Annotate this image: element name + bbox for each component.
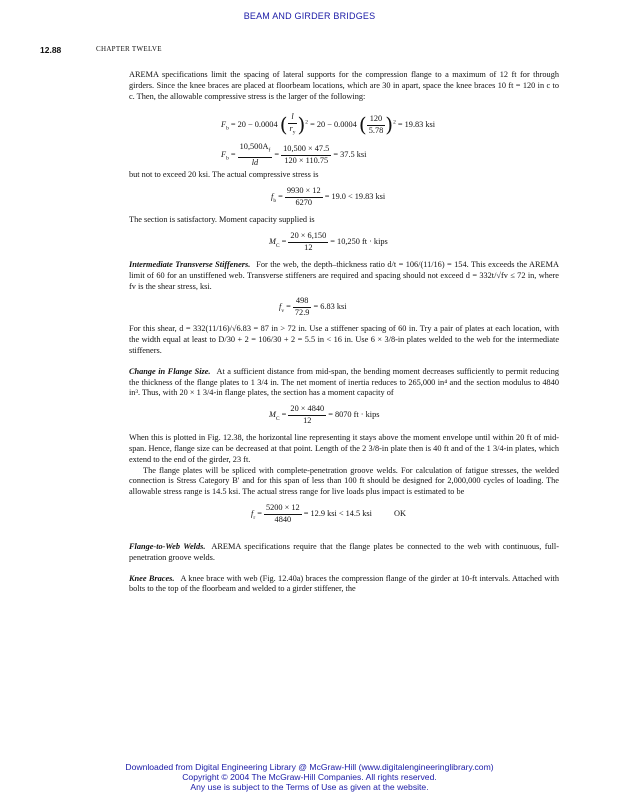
eq-fr-num: 5200 × 12 — [264, 503, 302, 515]
eq-fb1-num2: 120 — [367, 114, 386, 126]
paragraph-transverse-stiffeners: For the web, the depth–thickness ratio d/t = 106/(11/16) = 154. This exceeds the AREMA limit of 60 for an unstiffened web. Transverse stiffeners are required and spacing should not exceed d = 332t/√fv ≤ 72 in, where fv is the shear stress, ksi. — [129, 259, 559, 291]
eq-fb1-den2: 5.78 — [368, 126, 384, 136]
eq-fv-den: 72.9 — [294, 308, 310, 318]
eq-fr-den: 4840 — [274, 514, 292, 524]
eq-fb1-den1: r — [289, 124, 293, 134]
page-number: 12.88 — [40, 45, 62, 55]
footer-copyright: Copyright © 2004 The McGraw-Hill Companies. All rights reserved. — [182, 771, 437, 782]
paragraph-not-exceed: but not to exceed 20 ksi. The actual compressive stress is — [129, 170, 319, 180]
eq-fbact-den: 6270 — [295, 197, 313, 207]
paragraph-flange-size: At a sufficient distance from mid-span, the bending moment decreases sufficiently to permit reducing the thickness of the flange plates to 1 3/4 in. The net moment of inertia reduces to 265,000 in⁴ and the section modulus to 4840 in³. Thus, with 20 × 1 3/4-in flange plates, the section has a moment capacity of — [129, 366, 559, 398]
chapter-label: CHAPTER TWELVE — [96, 45, 162, 53]
eq-fv-num: 498 — [293, 296, 312, 308]
eq-fb2-num1-sub: f — [268, 148, 271, 155]
paragraph-splices: The flange plates will be spliced with complete-penetration groove welds. For calculation of fatigue stresses, the welded connection is Stress Category B′ and for this span of less than 100 ft should be designed for 2,000,000 cycles of loading. The allowable stress range is 14.5 ksi. The actual stress range for live loads plus impact is estimated to be — [129, 465, 559, 497]
eq-fb1-lhs-sub: b — [226, 126, 229, 133]
eq-fv-result: = 6.83 ksi — [313, 302, 347, 312]
heading-knee-braces: Knee Braces. — [129, 573, 175, 583]
eq-fb1-num1: l — [288, 112, 298, 124]
eq-fb1-lhs: F — [221, 120, 227, 130]
eq-mc1-num: 20 × 6,150 — [288, 231, 328, 243]
eq-fb1-result: = 19.83 ksi — [397, 120, 436, 130]
paragraph-lateral-supports: AREMA specifications limit the spacing of lateral supports for the compression flange to a maximum of 12 ft for through girders. Since the knee braces are placed at floorbeam locations, which are 30 in apart, space the knee braces 10 ft = 120 in c to c. Then, the allowable compressive stress is the larger of the following: — [129, 70, 559, 101]
heading-flange-size: Change in Flange Size. — [129, 366, 211, 376]
eq-mc2-num: 20 × 4840 — [288, 404, 326, 416]
eq-mc2-result: = 8070 ft · kips — [328, 410, 380, 420]
page-body — [129, 70, 559, 595]
eq-fr-result: = 12.9 ksi < 14.5 ksi — [303, 509, 372, 519]
equation-mc-1: $M_C$ = $\frac{20 \times 6,150}{12}$ = 10,250 ft · kips — [269, 230, 388, 252]
equation-fr: $f_r$ = $\frac{5200 \times 12}{4840}$ = 12.9 ksi < 14.5 ksi OK — [251, 502, 406, 524]
paragraph-satisfactory: The section is satisfactory. Moment capacity supplied is — [129, 215, 315, 225]
paragraph-knee-braces: A knee brace with web (Fig. 12.40a) braces the compression flange of the girder at 10-ft intervals. Attached with bolts to the top of the floorbeam and welded to a girder stiffener, the — [129, 573, 560, 594]
running-header: BEAM AND GIRDER BRIDGES — [243, 11, 376, 21]
footer-terms[interactable]: Any use is subject to the Terms of Use as given at the website. — [190, 781, 429, 792]
paragraph-flange-web-welds: AREMA specifications require that the flange plates be connected to the web with continuous, full-penetration groove welds. — [129, 541, 559, 562]
footer-download-link[interactable]: Downloaded from Digital Engineering Library @ McGraw-Hill (www.digitalengineeringlibrary.com) — [125, 762, 494, 772]
eq-fb1-a: = 20 − 0.0004 — [230, 120, 278, 130]
eq-fb2-num1: 10,500A — [239, 142, 269, 152]
eq-fb2-result: = 37.5 ksi — [333, 150, 367, 160]
eq-mc1-result: = 10,250 ft · kips — [330, 237, 388, 247]
heading-transverse-stiffeners: Intermediate Transverse Stiffeners. — [129, 259, 251, 269]
eq-fb2-den1: ld — [251, 157, 259, 167]
page-footer — [0, 763, 619, 792]
equation-fb-2: $F_b$ = $\frac{10,500A_f}{ld}$ = $\frac{10,500 \times 47.5}{120 \times 110.75}$ = 37.5 ksi — [221, 142, 367, 167]
equation-fv: $f_v$ = $\frac{498}{72.9}$ = 6.83 ksi — [279, 296, 347, 318]
eq-fb1-b: = 20 − 0.0004 — [310, 120, 357, 130]
paragraph-stiffener-spacing: For this shear, d = 332(11/16)/√6.83 = 87 in > 72 in. Use a stiffener spacing of 60 in. Try a pair of plates at each location, with the width equal at least to D/30 + 2 = 106/30 + 2 = 5.5 in < 16 in. Use 6 × 3/8-in plates welded to the web for the intermediate stiffeners. — [129, 324, 559, 355]
eq-mc2-den: 12 — [303, 415, 312, 425]
eq-fbact-result: = 19.0 < 19.83 ksi — [324, 192, 386, 202]
eq-fr-ok: OK — [394, 509, 406, 519]
heading-flange-web-welds: Flange-to-Web Welds. — [129, 541, 206, 551]
equation-mc-2: $M_C$ = $\frac{20 \times 4840}{12}$ = 8070 ft · kips — [269, 404, 380, 425]
eq-fbact-num: 9930 × 12 — [285, 186, 323, 198]
eq-fb2-num2: 10,500 × 47.5 — [281, 144, 331, 156]
eq-mc1-den: 12 — [304, 242, 313, 252]
paragraph-moment-envelope: When this is plotted in Fig. 12.38, the horizontal line representing it stays above the moment envelope until within 20 ft of mid-span. Hence, flange size can be decreased at that point. Length of the 2 3/8-in plate then is 40 ft and of the 1 3/4-in plates, which extend to the end of the girder, 23 ft. — [129, 433, 559, 464]
equation-fb-actual: $f_b$ = $\frac{9930 \times 12}{6270}$ = 19.0 < 19.83 ksi — [271, 186, 386, 207]
eq-fb2-den2: 120 × 110.75 — [284, 156, 329, 166]
equation-fb-1: $F_b = 20 - 0.0004$ ( $\frac{l}{r_y}$ )$^2$ = 20 − 0.0004 ( $\frac{120}{5.78}$ )$^2$ = 19.83 ksi — [221, 112, 436, 138]
eq-fb1-den1-sub: y — [292, 129, 296, 136]
